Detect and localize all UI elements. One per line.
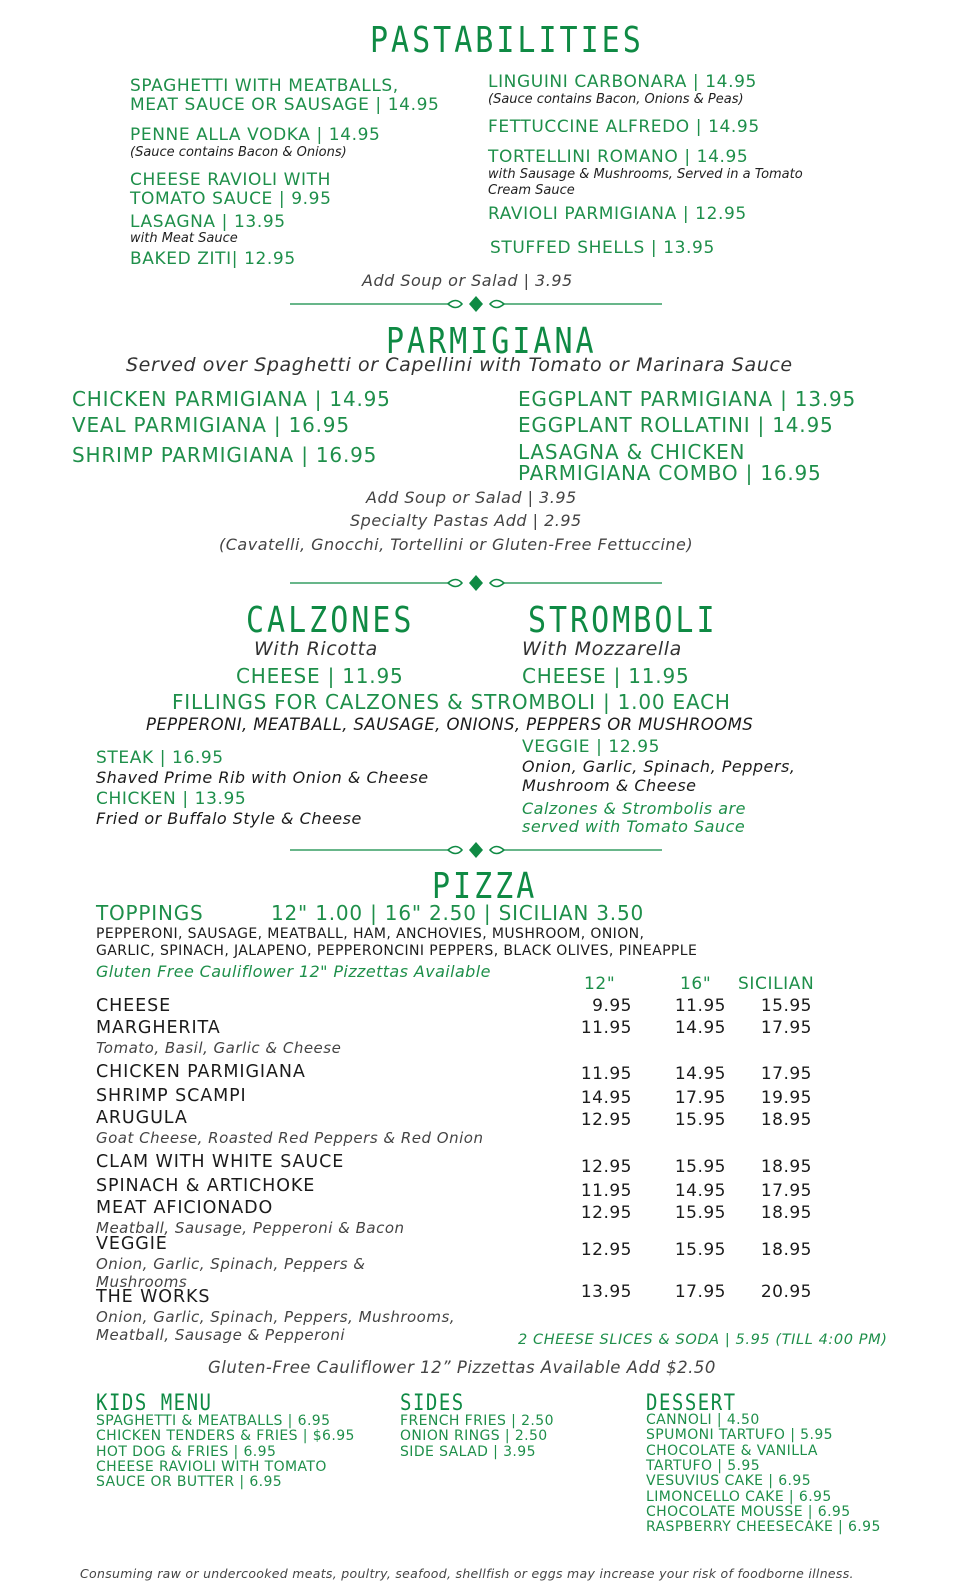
col-header-12: 12" — [584, 974, 616, 994]
pizza-desc: Goat Cheese, Roasted Red Peppers & Red Onion — [96, 1129, 484, 1147]
dessert-item: CHOCOLATE & VANILLA — [646, 1442, 818, 1459]
menu-item-note: (Sauce contains Bacon, Onions & Peas) — [488, 92, 744, 107]
toppings-label: TOPPINGS — [96, 901, 204, 925]
gluten-note: Gluten Free Cauliflower 12" Pizzettas Available — [96, 962, 491, 981]
stromboli-title: STROMBOLI — [528, 600, 718, 642]
menu-item: LASAGNA | 13.95 — [130, 212, 286, 232]
menu-item-note: Onion, Garlic, Spinach, Peppers, — [522, 757, 796, 776]
price-12: 11.95 — [580, 1064, 632, 1084]
price-16: 14.95 — [674, 1018, 726, 1038]
menu-item: EGGPLANT PARMIGIANA | 13.95 — [518, 387, 857, 411]
menu-item: LINGUINI CARBONARA | 14.95 — [488, 72, 757, 92]
pizza-name: THE WORKS — [96, 1287, 211, 1307]
price-sicilian: 20.95 — [760, 1282, 812, 1302]
menu-item: LASAGNA & CHICKEN — [518, 440, 746, 464]
menu-item: CHICKEN PARMIGIANA | 14.95 — [72, 387, 391, 411]
menu-item-note: Mushroom & Cheese — [522, 776, 697, 795]
menu-item: CHICKEN | 13.95 — [96, 789, 247, 809]
price-sicilian: 18.95 — [760, 1110, 812, 1130]
pizza-desc: Meatball, Sausage & Pepperoni — [96, 1326, 346, 1344]
menu-item: TOMATO SAUCE | 9.95 — [130, 189, 332, 209]
menu-item: SPAGHETTI WITH MEATBALLS, — [130, 76, 399, 96]
parmigiana-subtitle: Served over Spaghetti or Capellini with Tomato or Marinara Sauce — [126, 354, 793, 376]
price-16: 15.95 — [674, 1110, 726, 1130]
addon-note: Specialty Pastas Add | 2.95 — [350, 511, 582, 530]
footer-disclaimer: Consuming raw or undercooked meats, poultry, seafood, shellfish or eggs may increase your risk of foodborne illness. — [80, 1566, 854, 1581]
dessert-item: SPUMONI TARTUFO | 5.95 — [646, 1427, 833, 1444]
menu-item-note: with Sausage & Mushrooms, Served in a Tomato — [488, 167, 803, 182]
kids-item: CHEESE RAVIOLI WITH TOMATO — [96, 1458, 327, 1475]
pizza-title: PIZZA — [432, 866, 538, 908]
col-header-sicilian: SICILIAN — [738, 974, 815, 994]
menu-item: EGGPLANT ROLLATINI | 14.95 — [518, 413, 834, 437]
gluten-addon: Gluten-Free Cauliflower 12” Pizzettas Available Add $2.50 — [208, 1358, 716, 1377]
served-note: Calzones & Strombolis are — [522, 799, 746, 818]
menu-item-note: with Meat Sauce — [130, 231, 238, 246]
price-12: 12.95 — [580, 1203, 632, 1223]
price-sicilian: 17.95 — [760, 1064, 812, 1084]
sides-item: SIDE SALAD | 3.95 — [400, 1443, 536, 1460]
menu-item: MEAT SAUCE OR SAUSAGE | 14.95 — [130, 95, 440, 115]
pizza-desc: Onion, Garlic, Spinach, Peppers & — [96, 1255, 366, 1273]
menu-item: CHEESE RAVIOLI WITH — [130, 170, 332, 190]
pizza-desc: Onion, Garlic, Spinach, Peppers, Mushrooms, — [96, 1308, 456, 1326]
col-header-16: 16" — [680, 974, 712, 994]
sides-title: SIDES — [400, 1390, 465, 1416]
price-sicilian: 17.95 — [760, 1018, 812, 1038]
toppings-prices: 12" 1.00 | 16" 2.50 | SICILIAN 3.50 — [271, 901, 645, 925]
kids-item: CHICKEN TENDERS & FRIES | $6.95 — [96, 1428, 355, 1445]
addon-note: Add Soup or Salad | 3.95 — [366, 488, 577, 507]
menu-item: VEAL PARMIGIANA | 16.95 — [72, 413, 350, 437]
price-sicilian: 15.95 — [760, 996, 812, 1016]
dessert-item: LIMONCELLO CAKE | 6.95 — [646, 1488, 832, 1505]
price-16: 15.95 — [674, 1203, 726, 1223]
fillings-title: FILLINGS FOR CALZONES & STROMBOLI | 1.00 EACH — [172, 690, 731, 714]
ornament-divider — [290, 842, 662, 858]
pizza-desc: Tomato, Basil, Garlic & Cheese — [96, 1039, 342, 1057]
price-12: 12.95 — [580, 1110, 632, 1130]
price-16: 14.95 — [674, 1181, 726, 1201]
dessert-item: VESUVIUS CAKE | 6.95 — [646, 1473, 812, 1490]
price-sicilian: 18.95 — [760, 1157, 812, 1177]
price-sicilian: 18.95 — [760, 1240, 812, 1260]
sides-item: ONION RINGS | 2.50 — [400, 1428, 548, 1445]
price-16: 17.95 — [674, 1088, 726, 1108]
price-sicilian: 17.95 — [760, 1181, 812, 1201]
menu-item: BAKED ZITI| 12.95 — [130, 249, 296, 269]
menu-item: PARMIGIANA COMBO | 16.95 — [518, 461, 822, 485]
kids-item: HOT DOG & FRIES | 6.95 — [96, 1443, 277, 1460]
dessert-item: TARTUFO | 5.95 — [646, 1457, 761, 1474]
pizza-name: SPINACH & ARTICHOKE — [96, 1176, 316, 1196]
pizza-name: CHICKEN PARMIGIANA — [96, 1062, 306, 1082]
dessert-item: CANNOLI | 4.50 — [646, 1412, 760, 1428]
slices-special: 2 CHEESE SLICES & SODA | 5.95 (TILL 4:00 PM) — [518, 1332, 888, 1348]
stromboli-subtitle: With Mozzarella — [522, 638, 682, 660]
ornament-divider — [290, 575, 662, 591]
toppings-list: GARLIC, SPINACH, JALAPENO, PEPPERONCINI PEPPERS, BLACK OLIVES, PINEAPPLE — [96, 943, 698, 959]
served-note: served with Tomato Sauce — [522, 817, 746, 836]
pizza-name: SHRIMP SCAMPI — [96, 1086, 247, 1106]
pastabilities-title: PASTABILITIES — [370, 20, 644, 62]
pizza-desc: Mushrooms — [96, 1273, 188, 1291]
price-16: 15.95 — [674, 1157, 726, 1177]
calzones-title: CALZONES — [246, 600, 415, 642]
menu-item-note: Cream Sauce — [488, 183, 575, 198]
sides-item: FRENCH FRIES | 2.50 — [400, 1413, 554, 1429]
price-16: 11.95 — [674, 996, 726, 1016]
price-sicilian: 18.95 — [760, 1203, 812, 1223]
stromboli-price: CHEESE | 11.95 — [522, 664, 690, 688]
kids-item: SAUCE OR BUTTER | 6.95 — [96, 1474, 283, 1491]
price-12: 13.95 — [580, 1282, 632, 1302]
dessert-item: RASPBERRY CHEESECAKE | 6.95 — [646, 1519, 881, 1536]
dessert-title: DESSERT — [646, 1390, 737, 1416]
menu-item-note: Fried or Buffalo Style & Cheese — [96, 809, 362, 828]
pizza-desc: Meatball, Sausage, Pepperoni & Bacon — [96, 1219, 405, 1237]
pizza-name: ARUGULA — [96, 1108, 188, 1128]
dessert-item: CHOCOLATE MOUSSE | 6.95 — [646, 1503, 851, 1520]
menu-item: STEAK | 16.95 — [96, 748, 224, 768]
pizza-name: MARGHERITA — [96, 1018, 221, 1038]
price-12: 11.95 — [580, 1181, 632, 1201]
menu-item: SHRIMP PARMIGIANA | 16.95 — [72, 443, 378, 467]
menu-item: TORTELLINI ROMANO | 14.95 — [488, 147, 749, 167]
kids-item: SPAGHETTI & MEATBALLS | 6.95 — [96, 1413, 331, 1429]
price-16: 14.95 — [674, 1064, 726, 1084]
price-12: 11.95 — [580, 1018, 632, 1038]
toppings-list: PEPPERONI, SAUSAGE, MEATBALL, HAM, ANCHOVIES, MUSHROOM, ONION, — [96, 926, 645, 942]
price-sicilian: 19.95 — [760, 1088, 812, 1108]
kids-title: KIDS MENU — [96, 1390, 213, 1416]
calzone-price: CHEESE | 11.95 — [236, 664, 404, 688]
price-16: 17.95 — [674, 1282, 726, 1302]
addon-note: Add Soup or Salad | 3.95 — [362, 271, 573, 290]
menu-item: FETTUCCINE ALFREDO | 14.95 — [488, 117, 760, 137]
price-12: 14.95 — [580, 1088, 632, 1108]
parmigiana-title: PARMIGIANA — [386, 321, 597, 363]
ornament-divider — [290, 296, 662, 312]
price-12: 12.95 — [580, 1240, 632, 1260]
fillings-list: PEPPERONI, MEATBALL, SAUSAGE, ONIONS, PEPPERS OR MUSHROOMS — [146, 715, 754, 734]
pizza-name: VEGGIE — [96, 1234, 168, 1254]
price-16: 15.95 — [674, 1240, 726, 1260]
menu-item: VEGGIE | 12.95 — [522, 737, 661, 757]
pizza-name: MEAT AFICIONADO — [96, 1198, 274, 1218]
menu-item: RAVIOLI PARMIGIANA | 12.95 — [488, 204, 747, 224]
calzones-subtitle: With Ricotta — [254, 638, 378, 660]
addon-note: (Cavatelli, Gnocchi, Tortellini or Gluten-Free Fettuccine) — [219, 535, 694, 554]
pizza-name: CLAM WITH WHITE SAUCE — [96, 1152, 345, 1172]
menu-item: STUFFED SHELLS | 13.95 — [490, 238, 715, 258]
menu-item-note: (Sauce contains Bacon & Onions) — [130, 145, 347, 160]
menu-item: PENNE ALLA VODKA | 14.95 — [130, 125, 381, 145]
price-12: 12.95 — [580, 1157, 632, 1177]
menu-item-note: Shaved Prime Rib with Onion & Cheese — [96, 768, 429, 787]
price-12: 9.95 — [592, 996, 632, 1016]
pizza-name: CHEESE — [96, 996, 172, 1016]
